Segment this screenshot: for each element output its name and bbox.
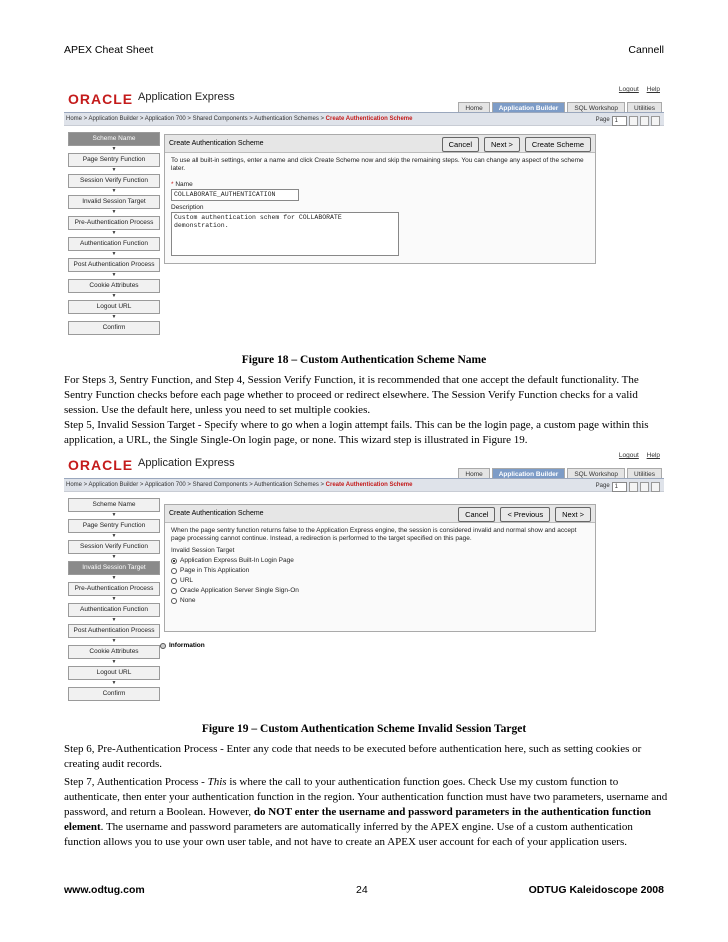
step-page-sentry: Page Sentry Function [68, 519, 160, 533]
cancel-button[interactable]: Cancel [458, 507, 495, 522]
step-session-verify: Session Verify Function [68, 540, 160, 554]
step-arrow-icon: ▼ [111, 659, 117, 665]
step-arrow-icon: ▼ [111, 188, 117, 194]
step-arrow-icon: ▼ [111, 272, 117, 278]
step-arrow-icon: ▼ [111, 293, 117, 299]
step-arrow-icon: ▼ [111, 146, 117, 152]
figure-19-screenshot [64, 448, 664, 716]
footer-website: www.odtug.com [64, 884, 145, 896]
help-link[interactable]: Help [646, 452, 660, 459]
page-number: 24 [356, 884, 368, 896]
step-arrow-icon: ▼ [111, 167, 117, 173]
region-header [165, 135, 595, 153]
top-links [613, 452, 660, 459]
step-pre-auth: Pre-Authentication Process [68, 582, 160, 596]
radio-icon[interactable] [171, 598, 177, 604]
arrow-icon[interactable] [651, 116, 660, 126]
description-textarea[interactable]: Custom authentication schem for COLLABORATE demonstration. [171, 212, 399, 256]
step-cookie: Cookie Attributes [68, 279, 160, 293]
radio-selected-icon[interactable] [171, 558, 177, 564]
radio-icon[interactable] [171, 588, 177, 594]
step-auth-function: Authentication Function [68, 603, 160, 617]
figure-19-caption: Figure 19 – Custom Authentication Scheme Invalid Session Target [201, 723, 527, 735]
previous-button[interactable]: < Previous [500, 507, 550, 522]
step-page-sentry: Page Sentry Function [68, 153, 160, 167]
page-selector [596, 480, 660, 493]
step-auth-function: Authentication Function [68, 237, 160, 251]
breadcrumb [64, 112, 664, 126]
oracle-logo: ORACLE [68, 457, 134, 473]
wizard-steps [68, 132, 160, 335]
region-buttons [458, 507, 591, 522]
breadcrumb-current: Create Authentication Scheme [325, 116, 413, 122]
step-pre-auth: Pre-Authentication Process [68, 216, 160, 230]
option-url[interactable]: URL [171, 577, 589, 585]
region-buttons [442, 137, 591, 152]
apex-header [64, 448, 664, 478]
information-toggle[interactable]: Information [160, 642, 205, 649]
name-label: * Name [171, 181, 193, 188]
name-input[interactable]: COLLABORATE_AUTHENTICATION [171, 189, 299, 201]
logout-link[interactable]: Logout [618, 86, 639, 93]
arrow-icon[interactable] [651, 482, 660, 492]
step-arrow-icon: ▼ [111, 251, 117, 257]
step-invalid-session: Invalid Session Target [68, 195, 160, 209]
tab-sql-workshop[interactable]: SQL Workshop [567, 102, 625, 114]
step-arrow-icon: ▼ [111, 314, 117, 320]
tab-application-builder[interactable]: Application Builder [492, 468, 566, 480]
cancel-button[interactable]: Cancel [442, 137, 479, 152]
breadcrumb-path[interactable]: Home > Application Builder > Application 700 > Shared Components > Authentication Schemes > [66, 116, 326, 122]
apex-header [64, 82, 664, 112]
page-input[interactable]: 1 [612, 482, 627, 492]
step-invalid-session: Invalid Session Target [68, 561, 160, 575]
target-label: Invalid Session Target [171, 547, 235, 554]
page-label: Page [595, 483, 610, 489]
step-arrow-icon: ▼ [111, 533, 117, 539]
step-arrow-icon: ▼ [111, 575, 117, 581]
step-arrow-icon: ▼ [111, 596, 117, 602]
step-logout-url: Logout URL [68, 666, 160, 680]
edit-page-icon[interactable] [629, 116, 638, 126]
option-page-in-app[interactable]: Page in This Application [171, 567, 589, 575]
page-selector [596, 114, 660, 127]
breadcrumb [64, 478, 664, 492]
page-header-left: APEX Cheat Sheet [64, 44, 154, 56]
step-arrow-icon: ▼ [111, 638, 117, 644]
edit-page-icon[interactable] [629, 482, 638, 492]
region-title: Create Authentication Scheme [169, 510, 264, 517]
tab-home[interactable]: Home [458, 468, 489, 480]
tab-home[interactable]: Home [458, 102, 489, 114]
step-cookie: Cookie Attributes [68, 645, 160, 659]
paragraph-step-5: Step 5, Invalid Session Target - Specify where to go when a login attempt fails. This can be the login page, a custom page within this application, a URL, the Single Single-On login page, or none. This wizard step is illustrated in Figure 19. [64, 419, 649, 446]
tab-sql-workshop[interactable]: SQL Workshop [567, 468, 625, 480]
step-confirm: Confirm [68, 687, 160, 701]
apex-title: Application Express [138, 457, 235, 469]
step-arrow-icon: ▼ [111, 512, 117, 518]
figure-18-caption: Figure 18 – Custom Authentication Scheme Name [241, 354, 487, 366]
radio-icon[interactable] [171, 568, 177, 574]
oracle-logo: ORACLE [68, 91, 134, 107]
region-intro: When the page sentry function returns false to the Application Express engine, the session is considered invalid and normal show and accept page processing cannot continue. Instead, a redirection is performed to the target specified on this page. [171, 527, 577, 542]
region-title: Create Authentication Scheme [169, 140, 264, 147]
run-page-icon[interactable] [640, 482, 649, 492]
description-label: Description [171, 204, 204, 211]
run-page-icon[interactable] [640, 116, 649, 126]
step-arrow-icon: ▼ [111, 209, 117, 215]
apex-title: Application Express [138, 91, 235, 103]
option-none[interactable]: None [171, 597, 589, 605]
step-arrow-icon: ▼ [111, 680, 117, 686]
logout-link[interactable]: Logout [618, 452, 639, 459]
expand-icon[interactable] [160, 643, 166, 649]
region-body [165, 153, 595, 260]
region-body [165, 523, 595, 609]
tab-utilities[interactable]: Utilities [627, 102, 662, 114]
tab-application-builder[interactable]: Application Builder [492, 102, 566, 114]
option-builtin-login[interactable]: Application Express Built-In Login Page [171, 557, 589, 565]
paragraph-step-6: Step 6, Pre-Authentication Process - Enter any code that needs to be executed before authentication here, such as setting cookies or creating audit records. [64, 743, 642, 770]
wizard-steps [68, 498, 160, 701]
step-confirm: Confirm [68, 321, 160, 335]
page-input[interactable]: 1 [612, 116, 627, 126]
next-button[interactable]: Next > [555, 507, 591, 522]
create-scheme-region [164, 134, 596, 264]
tab-utilities[interactable]: Utilities [627, 468, 662, 480]
step-post-auth: Post Authentication Process [68, 258, 160, 272]
step-post-auth: Post Authentication Process [68, 624, 160, 638]
radio-icon[interactable] [171, 578, 177, 584]
breadcrumb-path[interactable]: Home > Application Builder > Application 700 > Shared Components > Authentication Schemes > [66, 482, 326, 488]
required-icon: * [171, 181, 174, 188]
top-links [613, 86, 660, 93]
next-button[interactable]: Next > [484, 137, 520, 152]
option-sso[interactable]: Oracle Application Server Single Sign-On [171, 587, 589, 595]
step-arrow-icon: ▼ [111, 554, 117, 560]
paragraph-steps-3-4: For Steps 3, Sentry Function, and Step 4, Session Verify Function, it is recommended that one accept the default functionality. The Sentry Function checks before each page whether to proceed or redirect elsewhere. The Session Verify Function checks for a valid session. Use the default here, unless you need to set multiple cookies. [64, 374, 639, 416]
step-session-verify: Session Verify Function [68, 174, 160, 188]
step-logout-url: Logout URL [68, 300, 160, 314]
step-scheme-name: Scheme Name [68, 498, 160, 512]
breadcrumb-current: Create Authentication Scheme [325, 482, 413, 488]
step-scheme-name: Scheme Name [68, 132, 160, 146]
invalid-session-region [164, 504, 596, 632]
step-arrow-icon: ▼ [111, 230, 117, 236]
paragraph-step-7: Step 7, Authentication Process - This is where the call to your authentication function goes. Check Use my custom function to authenticate, then enter your authentication function in the region. Your authentication function must have two parameters, username and password, and return a Boolean. However, do NOT enter the username and password parameters in the authentication function element. The username and password parameters are automatically inferred by the APEX engine. Use of a custom authentication function allows you to use your own user table, and not have to create an APEX user account for each of your application users. [64, 776, 668, 848]
region-intro: To use all built-in settings, enter a name and click Create Scheme now and skip the remaining steps. You can change any aspect of the scheme later. [171, 157, 584, 172]
figure-18-screenshot [64, 82, 664, 347]
help-link[interactable]: Help [646, 86, 660, 93]
page-header-right: Cannell [628, 44, 664, 56]
region-header [165, 505, 595, 523]
page-label: Page [595, 117, 610, 123]
create-scheme-button[interactable]: Create Scheme [525, 137, 591, 152]
step-arrow-icon: ▼ [111, 617, 117, 623]
footer-event: ODTUG Kaleidoscope 2008 [528, 884, 664, 896]
